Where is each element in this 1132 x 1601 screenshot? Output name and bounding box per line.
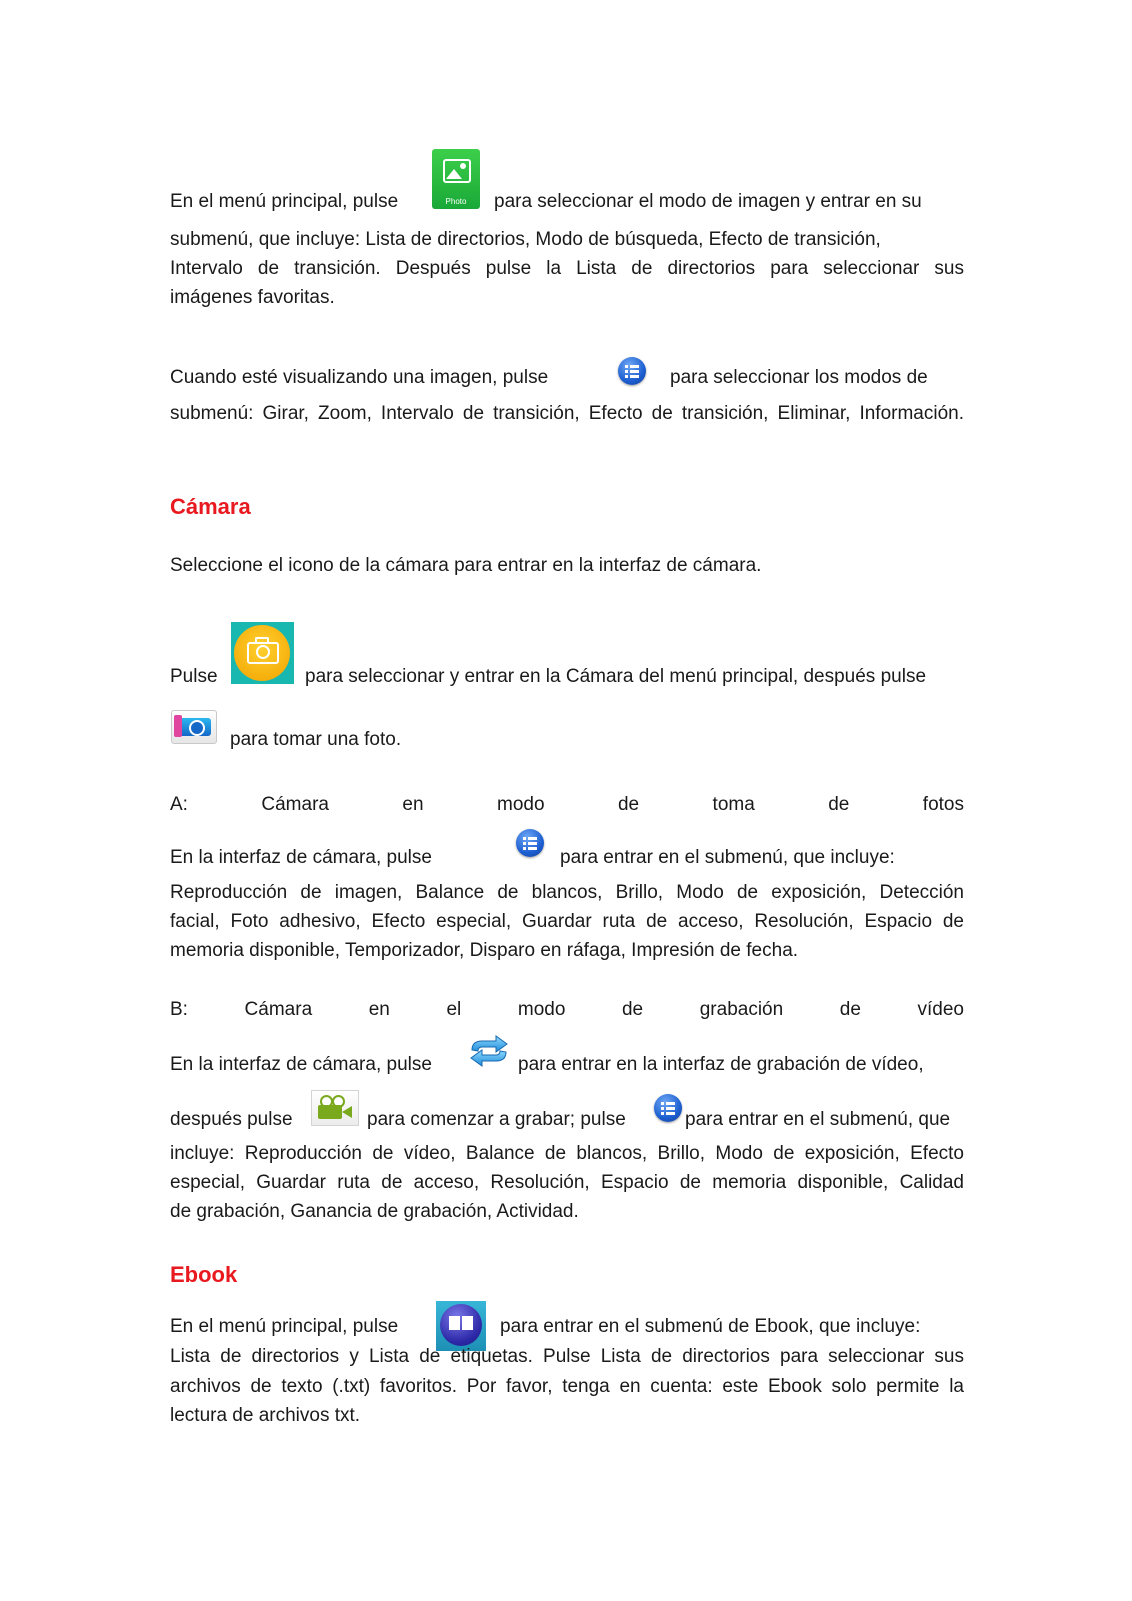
paragraph-line xyxy=(170,258,964,280)
paragraph-line xyxy=(170,191,964,213)
paragraph-line xyxy=(170,882,964,904)
text-fragment: para entrar en el submenú, que xyxy=(685,1109,951,1130)
text-fragment: para comenzar a grabar; pulse xyxy=(367,1109,626,1130)
paragraph-line xyxy=(170,403,964,425)
paragraph-line xyxy=(170,940,964,962)
paragraph-line xyxy=(170,1346,964,1368)
camera-lens-shape xyxy=(189,720,205,736)
text-fragment: submenú, que incluye: Lista de directorios, Modo de búsqueda, Efecto de transición, xyxy=(170,229,881,250)
text-fragment: B: Cámara en el modo de grabación de vídeo xyxy=(170,999,964,1020)
paragraph-line xyxy=(170,911,964,933)
text-fragment: Lista de directorios y Lista de etiquetas. Pulse Lista de directorios para seleccionar sus xyxy=(170,1346,964,1367)
paragraph-line xyxy=(170,1316,964,1338)
text-fragment: submenú: Girar, Zoom, Intervalo de transición, Efecto de transición, Eliminar, Información. xyxy=(170,403,964,424)
text-fragment: En la interfaz de cámara, pulse xyxy=(170,847,432,868)
paragraph-line xyxy=(170,1172,964,1194)
text-fragment: para seleccionar los modos de xyxy=(670,367,928,388)
text-fragment: En el menú principal, pulse xyxy=(170,1316,399,1337)
sun-shape xyxy=(460,163,466,169)
text-fragment: para entrar en el submenú, que incluye: xyxy=(560,847,895,868)
paragraph-line xyxy=(170,666,964,688)
paragraph-line xyxy=(170,1109,964,1131)
text-fragment: facial, Foto adhesivo, Efecto especial, Guardar ruta de acceso, Resolución, Espacio de xyxy=(170,911,964,932)
list-row-shape xyxy=(523,837,537,840)
text-fragment: después pulse xyxy=(170,1109,293,1130)
paragraph-line xyxy=(170,1201,964,1223)
paragraph-line xyxy=(170,847,964,869)
text-fragment: para seleccionar el modo de imagen y entrar en su xyxy=(494,191,922,212)
paragraph-line xyxy=(170,999,964,1021)
paragraph-line xyxy=(170,794,964,816)
text-fragment: En el menú principal, pulse xyxy=(170,191,399,212)
mountain-shape xyxy=(446,169,462,179)
paragraph-line xyxy=(170,229,881,251)
paragraph-line xyxy=(170,1054,964,1076)
text-fragment: para entrar en la interfaz de grabación de vídeo, xyxy=(518,1054,924,1075)
shutter-camera-icon xyxy=(171,710,217,744)
text-fragment: para entrar en el submenú de Ebook, que incluye: xyxy=(500,1316,921,1337)
paragraph-line xyxy=(170,1405,964,1427)
text-fragment: Pulse xyxy=(170,666,218,687)
text-fragment: A: Cámara en modo de toma de fotos xyxy=(170,794,964,815)
text-fragment: archivos de texto (.txt) favoritos. Por favor, tenga en cuenta: este Ebook solo permite la xyxy=(170,1376,964,1397)
text-fragment: especial, Guardar ruta de acceso, Resolución, Espacio de memoria disponible, Calidad xyxy=(170,1172,964,1193)
paragraph-line xyxy=(230,729,401,751)
section-heading-camera: Cámara xyxy=(170,494,251,519)
text-fragment: lectura de archivos txt. xyxy=(170,1405,361,1426)
text-fragment: de grabación, Ganancia de grabación, Actividad. xyxy=(170,1201,579,1222)
section-heading-ebook: Ebook xyxy=(170,1262,238,1287)
photo-icon-label: Photo xyxy=(445,197,467,206)
text-fragment: imágenes favoritas. xyxy=(170,287,335,308)
text-fragment: Cuando esté visualizando una imagen, pulse xyxy=(170,367,549,388)
camera-side-shape xyxy=(174,715,182,737)
paragraph-line xyxy=(170,287,964,309)
text-fragment: para seleccionar y entrar en la Cámara del menú principal, después pulse xyxy=(305,666,927,687)
paragraph-line xyxy=(170,1143,964,1165)
text-fragment: para tomar una foto. xyxy=(230,729,402,750)
paragraph-line xyxy=(170,555,964,577)
text-fragment: En la interfaz de cámara, pulse xyxy=(170,1054,432,1075)
list-row-shape xyxy=(523,842,537,845)
text-fragment: Reproducción de imagen, Balance de blancos, Brillo, Modo de exposición, Detección xyxy=(170,882,964,903)
text-fragment: Seleccione el icono de la cámara para entrar en la interfaz de cámara. xyxy=(170,555,762,576)
text-fragment: memoria disponible, Temporizador, Disparo en ráfaga, Impresión de fecha. xyxy=(170,940,799,961)
text-fragment: Intervalo de transición. Después pulse la Lista de directorios para seleccionar sus xyxy=(170,258,964,279)
camera-lens-shape xyxy=(256,645,270,659)
text-fragment: incluye: Reproducción de vídeo, Balance de blancos, Brillo, Modo de exposición, Efecto xyxy=(170,1143,964,1164)
paragraph-line xyxy=(170,367,964,389)
paragraph-line xyxy=(170,1376,964,1398)
list-row-shape xyxy=(661,1102,675,1105)
